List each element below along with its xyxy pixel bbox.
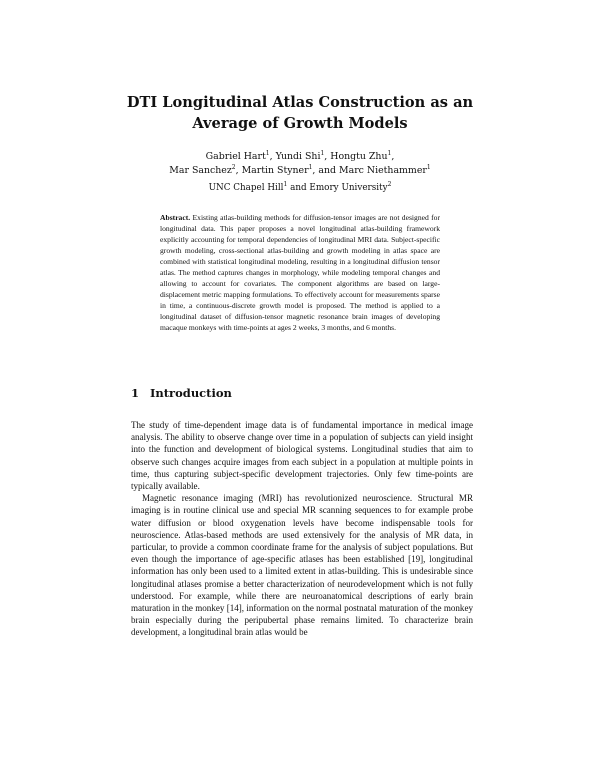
- author-name: Mar Sanchez: [169, 165, 232, 176]
- author-separator: , and: [312, 165, 339, 176]
- abstract-label: Abstract.: [160, 213, 191, 222]
- author-affil-mark: 1: [387, 149, 392, 157]
- paper-title: [100, 92, 500, 134]
- author-name: Martin Styner: [241, 165, 309, 176]
- paragraph: Magnetic resonance imaging (MRI) has revolutionized neuroscience. Structural MR imaging is in routine clinical use and special MR scanning sequences to for example probe water diffusion or blood oxygenation levels have become indispensable tools for neuroscience. Atlas-based methods are used extensively for the analysis of MR data, in particular, to provide a common coordinate frame for the analysis of subject populations. But even though the importance of age-specific atlases has been established [19], longitudinal information has only been used to a limited extent in atlas-building. This is undesirable since longitudinal atlases promise a better characterization of neurodevelopment which is not fully understood. For example, while there are neuroanatomical descriptions of early brain maturation in the monkey [14], information on the normal postnatal maturation of the monkey brain especially during the peripubertal phase remains limited. To characterize brain development, a longitudinal brain atlas would be: [131, 493, 473, 638]
- author-affil-mark: 1: [265, 149, 270, 157]
- affiliations: [100, 182, 500, 194]
- affiliation-1-mark: 1: [283, 181, 288, 189]
- affiliation-2-mark: 2: [387, 181, 392, 189]
- section-number: 1: [131, 386, 140, 400]
- section-heading: [131, 386, 232, 400]
- title-line-1: DTI Longitudinal Atlas Construction as an: [126, 94, 474, 111]
- author-affil-mark: 1: [308, 163, 313, 171]
- abstract: [160, 212, 440, 333]
- author-affil-mark: 1: [426, 163, 431, 171]
- author-name: Gabriel Hart: [205, 151, 266, 162]
- abstract-text: Existing atlas-building methods for diffusion-tensor images are not designed for longitudinal data. This paper proposes a novel longitudinal atlas-building framework explicitly accounting for temporal dependencies of longitudinal MRI data. Subject-specific growth modeling, cross-sectional atlas-building and growth modeling in atlas space are combined with statistical longitudinal modeling, resulting in a longitudinal diffusion tensor atlas. The method captures changes in morphology, while modeling temporal changes and allowing to account for covariates. The component algorithms are based on large-displacement metric mapping formulations. To effectively account for measurements sparse in time, a continuous-discrete growth model is proposed. The method is applied to a longitudinal dataset of diffusion-tensor magnetic resonance brain images of developing macaque monkeys with time-points at ages 2 weeks, 3 months, and 6 months.: [160, 213, 440, 332]
- author-separator: ,: [391, 151, 395, 162]
- section-title: Introduction: [150, 386, 232, 400]
- author-separator: ,: [235, 165, 242, 176]
- author-name: Hongtu Zhu: [330, 151, 388, 162]
- author-affil-mark: 2: [231, 163, 236, 171]
- author-line-2: [100, 164, 500, 178]
- title-line-2: Average of Growth Models: [192, 115, 408, 132]
- affiliation-2: Emory University: [309, 183, 388, 193]
- author-separator: ,: [324, 151, 331, 162]
- author-affil-mark: 1: [320, 149, 325, 157]
- body-text: [131, 419, 473, 639]
- author-separator: ,: [269, 151, 276, 162]
- author-list: [100, 150, 500, 178]
- affiliation-conjunction: and: [287, 183, 310, 193]
- paragraph: The study of time-dependent image data is of fundamental importance in medical image analysis. The ability to observe change over time in a population of subjects can yield insight into the function and development of biological systems. Longitudinal studies that aim to observe such changes acquire images from each subject in a population at multiple points in time, thus capturing subject-specific development trajectories. Only few time-points are typically available.: [131, 420, 473, 492]
- author-line-1: [100, 150, 500, 164]
- affiliation-1: UNC Chapel Hill: [208, 183, 284, 193]
- author-name: Yundi Shi: [275, 151, 321, 162]
- author-name: Marc Niethammer: [339, 165, 427, 176]
